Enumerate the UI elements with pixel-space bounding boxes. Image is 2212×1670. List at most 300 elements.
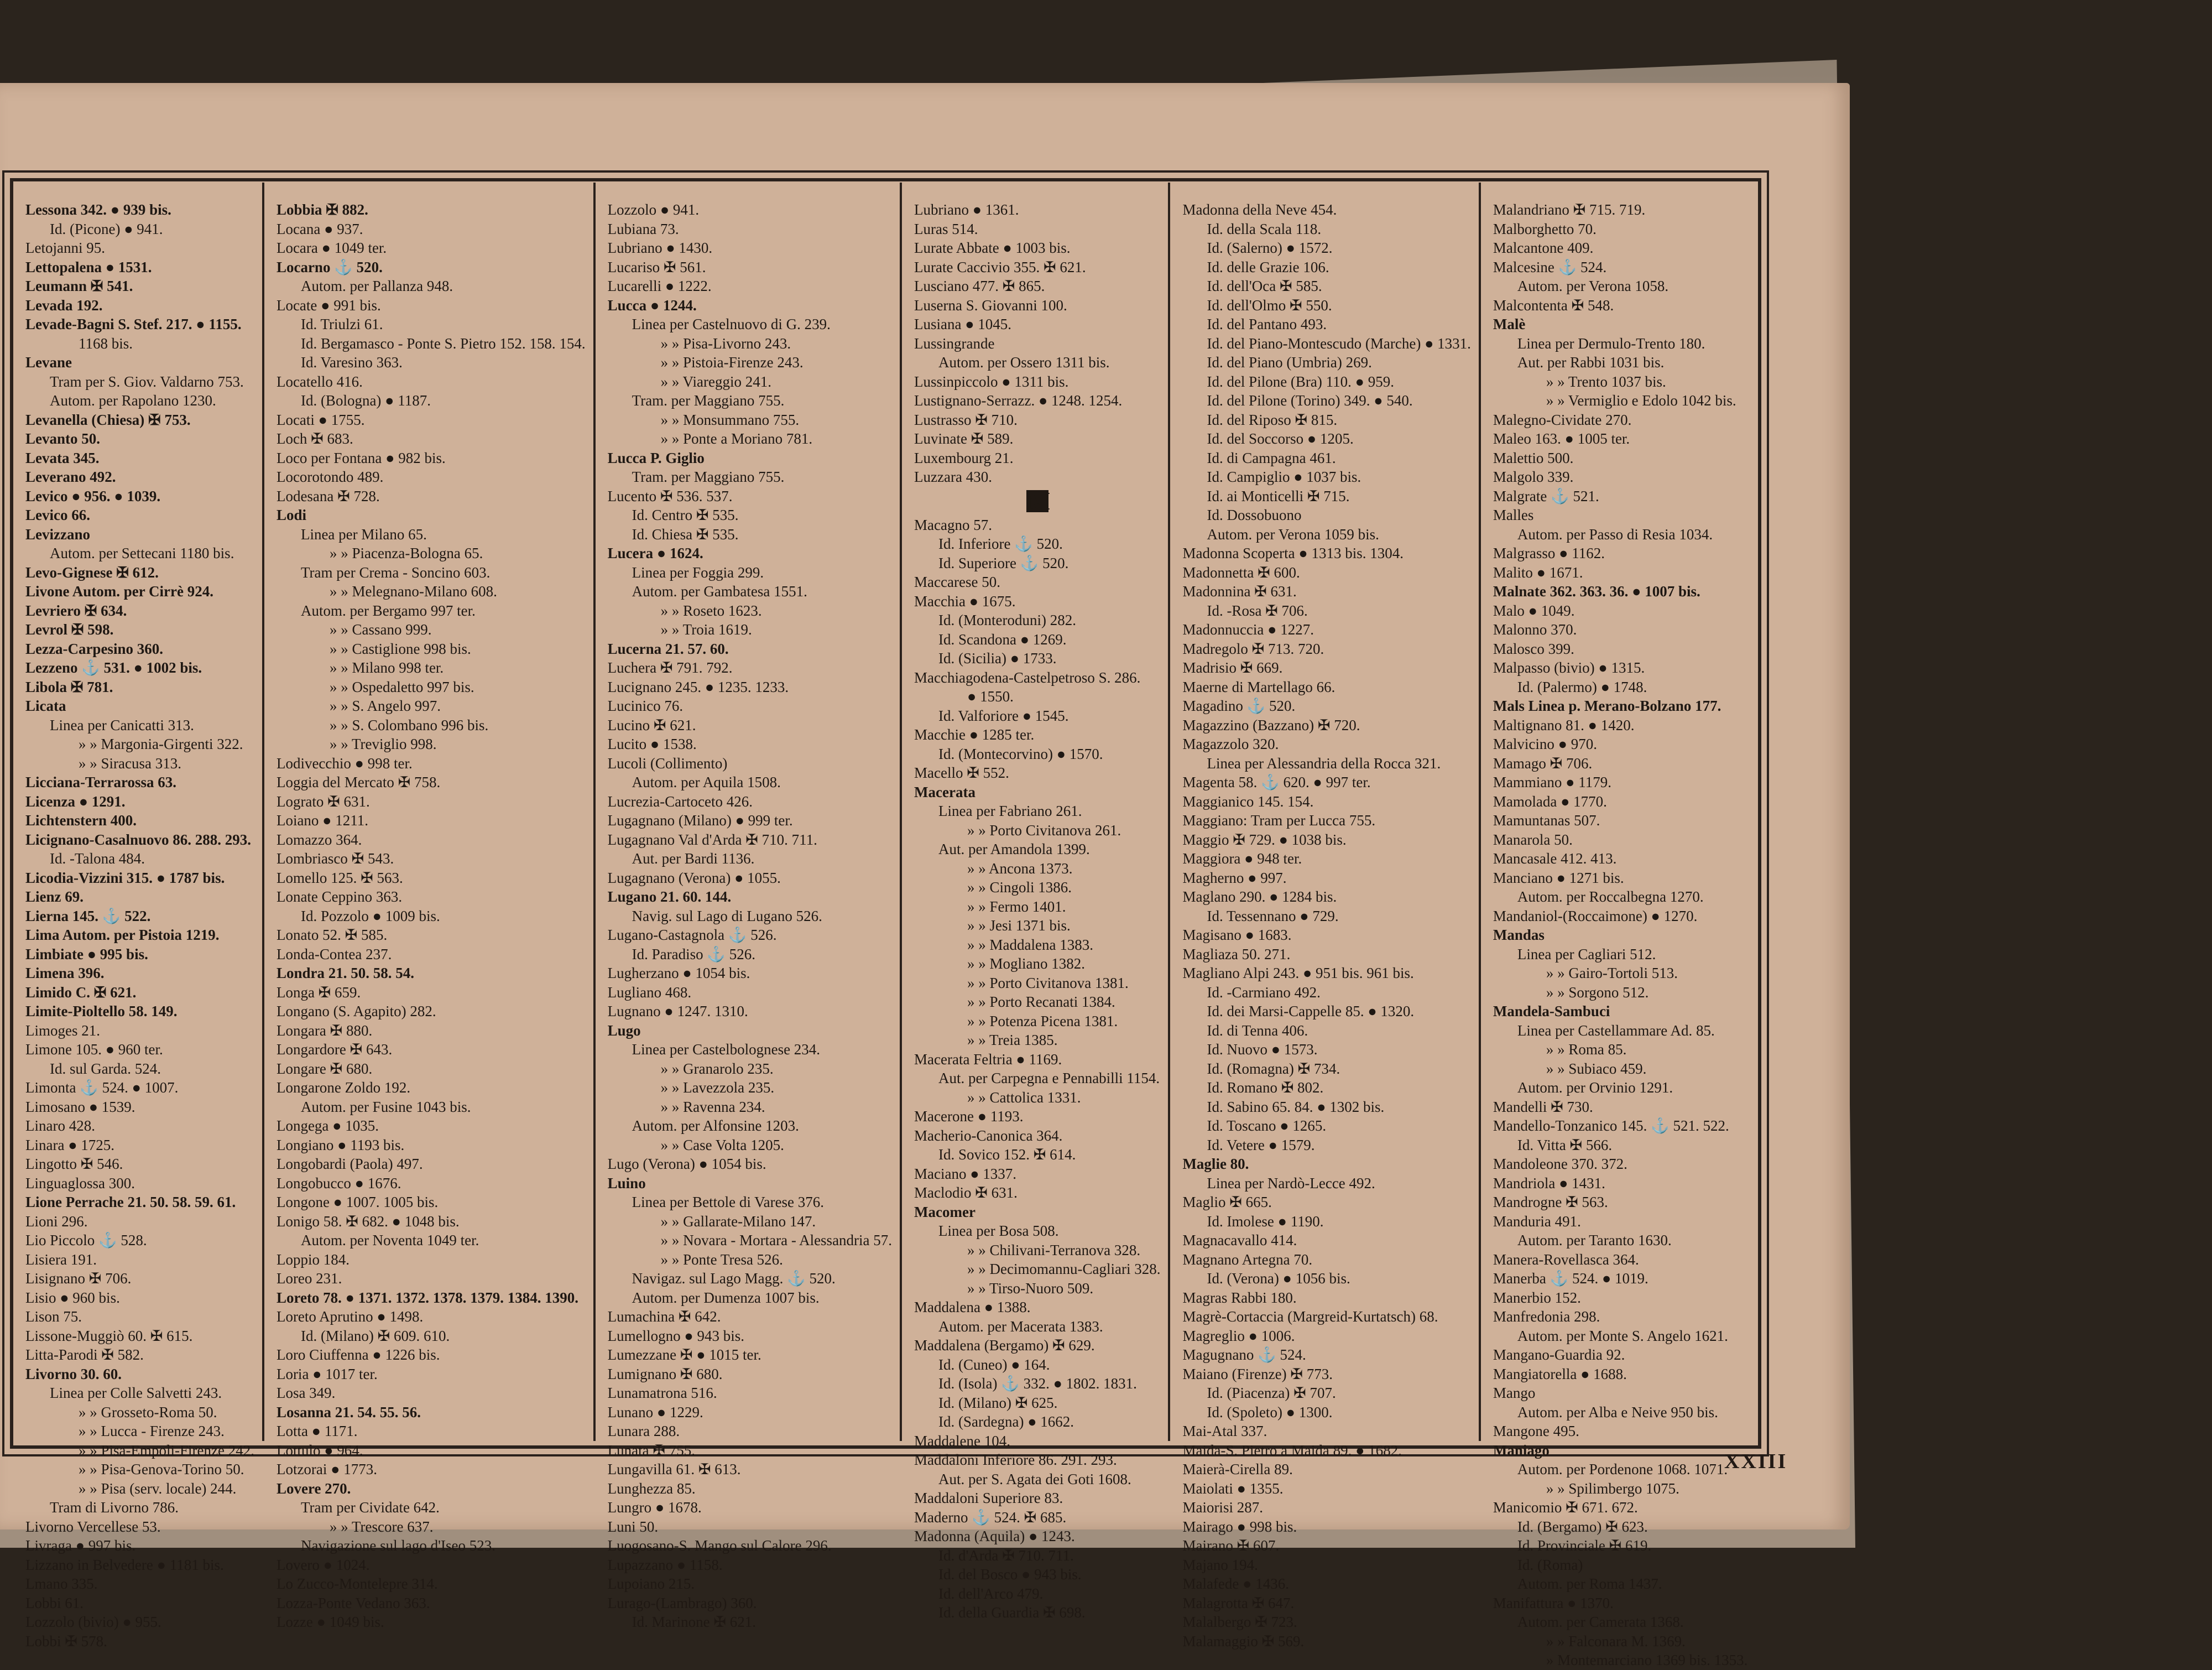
- index-entry: » » Ancona 1373.: [967, 860, 1073, 877]
- index-entry: Id. (Spoleto) ● 1300.: [1207, 1403, 1333, 1421]
- index-entry: Macomer: [914, 1203, 975, 1220]
- index-entry: Lugo (Verona) ● 1054 bis.: [607, 1156, 766, 1172]
- index-entry: Magras Rabbi 180.: [1182, 1289, 1297, 1306]
- index-entry: Linea per Fabriano 261.: [938, 803, 1082, 819]
- index-entry: Id. (Monteroduni) 282.: [938, 612, 1076, 628]
- index-entry: Id. (Verona) ● 1056 bis.: [1207, 1270, 1350, 1287]
- index-entry: » » Milano 998 ter.: [329, 659, 444, 676]
- index-entry: Lucino ✠ 621.: [607, 716, 696, 733]
- index-entry: Id. dell'Olmo ✠ 550.: [1207, 296, 1332, 314]
- index-entry: Magazzolo 320.: [1182, 736, 1279, 752]
- index-entry: Mandoleone 370. 372.: [1493, 1156, 1627, 1172]
- index-entry: » » Spilimbergo 1075.: [1546, 1480, 1679, 1497]
- index-entry: Navig. sul Lago di Lugano 526.: [632, 907, 822, 924]
- index-entry: » » Porto Civitanova 261.: [967, 821, 1121, 839]
- index-entry: Lovere 270.: [276, 1480, 351, 1497]
- index-entry: Mammiano ● 1179.: [1493, 774, 1611, 790]
- index-entry: Maltignano 81. ● 1420.: [1493, 716, 1635, 733]
- index-entry: Malgolo 339.: [1493, 469, 1574, 485]
- index-entry: Maida-S. Pietro a Maida 89. ● 1682.: [1182, 1442, 1402, 1459]
- index-entry: » » Pisa-Genova-Torino 50.: [79, 1461, 244, 1477]
- index-entry: Id. (Montecorvino) ● 1570.: [938, 745, 1103, 762]
- index-entry: Id. Vitta ✠ 566.: [1517, 1136, 1613, 1153]
- index-entry: Lingotto ✠ 546.: [25, 1156, 123, 1172]
- index-entry: Id. ai Monticelli ✠ 715.: [1207, 487, 1350, 504]
- index-entry: Lusiana ● 1045.: [914, 316, 1012, 332]
- index-entry: Lima Autom. per Pistoia 1219.: [25, 927, 220, 943]
- index-entry: Leverano 492.: [25, 469, 116, 485]
- index-entry: Autom. per Roccalbegna 1270.: [1517, 888, 1704, 905]
- index-entry: Madonnetta ✠ 600.: [1182, 564, 1300, 581]
- index-entry: Limoges 21.: [25, 1022, 100, 1039]
- index-entry: Lugherzano ● 1054 bis.: [607, 965, 750, 981]
- index-entry: Id. (Sardegna) ● 1662.: [938, 1413, 1074, 1430]
- index-entry: Mandriola ● 1431.: [1493, 1174, 1605, 1192]
- index-entry: » » Ponte Tresa 526.: [660, 1251, 783, 1268]
- index-entry: Autom. per Alfonsine 1203.: [632, 1117, 799, 1134]
- index-entry: Id. dell'Oca ✠ 585.: [1207, 278, 1322, 294]
- index-entry: Malonno 370.: [1493, 621, 1577, 638]
- index-entry: Id. Romano ✠ 802.: [1207, 1079, 1324, 1096]
- index-entry: Mangiatorella ● 1688.: [1493, 1365, 1627, 1382]
- index-entry: Loreo 231.: [276, 1270, 342, 1287]
- index-entry: Autom. per Ossero 1311 bis.: [938, 354, 1110, 371]
- index-entry: Madonna Scoperta ● 1313 bis. 1304.: [1182, 545, 1404, 561]
- index-entry: Tram. per Maggiano 755.: [632, 469, 785, 485]
- index-entry: Maggiano: Tram per Lucca 755.: [1182, 812, 1376, 829]
- index-entry: Loria ● 1017 ter.: [276, 1365, 378, 1382]
- index-entry: Magadino ⚓ 520.: [1182, 698, 1296, 714]
- index-entry: Id. Campiglio ● 1037 bis.: [1207, 469, 1361, 485]
- index-entry: Luino: [607, 1174, 646, 1192]
- index-entry: Longara ✠ 880.: [276, 1022, 373, 1039]
- index-entry: » » S. Colombano 996 bis.: [329, 716, 489, 733]
- index-entry: Mangone 495.: [1493, 1423, 1579, 1439]
- index-entry: Libola ✠ 781.: [25, 678, 113, 695]
- index-entry: » » Ravenna 234.: [660, 1098, 765, 1115]
- index-entry: Lupazzano ● 1158.: [607, 1556, 723, 1573]
- index-entry: Navigazione sul lago d'Iseo 523.: [300, 1537, 495, 1554]
- index-entry: Macchie ● 1285 ter.: [914, 726, 1035, 743]
- index-entry: Lizzano in Belvedere ● 1181 bis.: [25, 1556, 224, 1573]
- index-entry: Manerbio 152.: [1493, 1289, 1581, 1306]
- index-entry: Autom. per Rapolano 1230.: [50, 392, 216, 409]
- index-entry: Mandas: [1493, 927, 1545, 943]
- index-entry: Linea per Bosa 508.: [938, 1222, 1059, 1239]
- index-column-5: [1168, 183, 1478, 1650]
- index-entry: Macchiagodena-Castelpetroso S. 286.: [914, 669, 1141, 686]
- index-entry: Lugagnano (Verona) ● 1055.: [607, 869, 781, 886]
- index-entry: Autom. per Verona 1059 bis.: [1207, 526, 1379, 543]
- index-entry: » Montemarciano 1369 bis. 1353.: [1546, 1652, 1748, 1668]
- index-entry: Luxembourg 21.: [914, 449, 1014, 466]
- index-entry: Mai-Atal 337.: [1182, 1423, 1267, 1439]
- index-entry: Linaro 428.: [25, 1117, 95, 1134]
- index-entry: Id. Dossobuono: [1207, 507, 1302, 523]
- index-entry: Malafede ● 1436.: [1182, 1575, 1289, 1592]
- index-entry: Id. (Cuneo) ● 164.: [938, 1356, 1050, 1373]
- index-entry: » » Cattolica 1331.: [967, 1089, 1081, 1106]
- index-entry: Lucito ● 1538.: [607, 736, 697, 752]
- index-entry: Autom. per Dumenza 1007 bis.: [632, 1289, 820, 1306]
- index-entry: Lison 75.: [25, 1308, 82, 1325]
- index-entry: Lissone-Muggiò 60. ✠ 615.: [25, 1327, 193, 1344]
- index-entry: Mandelli ✠ 730.: [1493, 1098, 1593, 1115]
- index-entry: Loreto Aprutino ● 1498.: [276, 1308, 424, 1325]
- index-entry: Lotzorai ● 1773.: [276, 1461, 377, 1477]
- index-entry: Aut. per S. Agata dei Goti 1608.: [938, 1470, 1131, 1487]
- index-entry: Magnacavallo 414.: [1182, 1232, 1297, 1248]
- index-entry: Luserna S. Giovanni 100.: [914, 296, 1067, 314]
- index-entry: Lurate Caccivio 355. ✠ 621.: [914, 258, 1086, 275]
- index-entry: Id. (Bergamo) ✠ 623.: [1517, 1518, 1648, 1535]
- index-entry: » » Gairo-Tortoli 513.: [1546, 965, 1678, 981]
- index-entry: Id. (Piacenza) ✠ 707.: [1207, 1385, 1336, 1401]
- index-entry: Lurago-(Lambrago) 360.: [607, 1594, 757, 1611]
- index-entry: Limbiate ● 995 bis.: [25, 945, 148, 963]
- index-entry: Linea per Bettole di Varese 376.: [632, 1194, 825, 1210]
- index-entry: » » Decimomannu-Cagliari 328.: [967, 1261, 1161, 1277]
- index-entry: » » Mogliano 1382.: [967, 955, 1086, 972]
- index-entry: Lumachina ✠ 642.: [607, 1308, 721, 1325]
- index-entry: Id. Inferiore ⚓ 520.: [938, 535, 1063, 552]
- index-entry: Malborghetto 70.: [1493, 220, 1597, 237]
- index-entry: Id. dei Marsi-Cappelle 85. ● 1320.: [1207, 1003, 1415, 1019]
- index-entry: Limena 396.: [25, 965, 105, 981]
- index-entry: Longobardi (Paola) 497.: [276, 1156, 423, 1172]
- index-entry: Id. sul Garda. 524.: [50, 1060, 161, 1077]
- index-entry: Levizzano: [25, 526, 90, 543]
- index-entry: Londra 21. 50. 58. 54.: [276, 965, 414, 981]
- index-entry: » » Gallarate-Milano 147.: [660, 1213, 816, 1230]
- index-entry: Manciano ● 1271 bis.: [1493, 869, 1624, 886]
- index-entry: Livorno 30. 60.: [25, 1365, 122, 1382]
- index-entry: Magrè-Cortaccia (Margreid-Kurtatsch) 68.: [1182, 1308, 1438, 1325]
- index-column-3: [593, 183, 900, 1630]
- index-entry: Id. Triulzi 61.: [300, 316, 383, 332]
- index-entry: Longano (S. Agapito) 282.: [276, 1003, 436, 1019]
- index-entry: Lisiera 191.: [25, 1251, 97, 1268]
- index-entry: » » Grosseto-Roma 50.: [79, 1403, 217, 1421]
- index-entry: » » Pisa-Empoli-Firenze 242.: [79, 1442, 254, 1459]
- index-entry: Magugnano ⚓ 524.: [1182, 1346, 1306, 1363]
- index-entry: » » Novara - Mortara - Alessandria 57.: [660, 1232, 893, 1248]
- index-entry: Lungro ● 1678.: [607, 1499, 702, 1516]
- index-entry: » » Viareggio 241.: [660, 373, 772, 390]
- index-entry: Lunghezza 85.: [607, 1480, 696, 1497]
- index-entry: Loco per Fontana ● 982 bis.: [276, 449, 446, 466]
- index-entry: Lumignano ✠ 680.: [607, 1365, 723, 1382]
- index-entry: Lugo: [607, 1022, 641, 1039]
- index-entry: Longone ● 1007. 1005 bis.: [276, 1194, 439, 1210]
- index-entry: Maglie 80.: [1182, 1156, 1249, 1172]
- index-entry: Lugano-Castagnola ⚓ 526.: [607, 927, 777, 943]
- index-entry: Letojanni 95.: [25, 240, 105, 256]
- index-entry: Longare ✠ 680.: [276, 1060, 373, 1077]
- index-entry: Lienz 69.: [25, 888, 84, 905]
- index-entry: Navigaz. sul Lago Magg. ⚓ 520.: [632, 1270, 836, 1287]
- index-entry: Limosano ● 1539.: [25, 1098, 135, 1115]
- index-entry: Lezza-Carpesino 360.: [25, 640, 163, 657]
- index-entry: Losa 349.: [276, 1385, 336, 1401]
- index-entry: Aut. per Carpegna e Pennabilli 1154.: [938, 1070, 1160, 1086]
- index-entry: Maggianico 145. 154.: [1182, 793, 1314, 810]
- index-entry: Locana ● 937.: [276, 220, 363, 237]
- index-entry: Lottulo ● 964.: [276, 1442, 363, 1459]
- index-entry: Id. del Piano (Umbria) 269.: [1207, 354, 1372, 371]
- index-entry: Longobucco ● 1676.: [276, 1174, 401, 1192]
- index-entry: Lucoli (Collimento): [607, 755, 728, 772]
- index-entry: Linea per Cagliari 512.: [1517, 945, 1656, 963]
- index-entry: Levanto 50.: [25, 430, 100, 447]
- index-entry: Id. di Tenna 406.: [1207, 1022, 1308, 1039]
- index-entry: Luzzara 430.: [914, 469, 992, 485]
- index-entry: Autom. per Bergamo 997 ter.: [300, 602, 476, 619]
- index-entry: Leumann ✠ 541.: [25, 278, 133, 294]
- index-entry: Autom. per Alba e Neive 950 bis.: [1517, 1403, 1718, 1421]
- index-entry: Id. (Roma): [1517, 1556, 1583, 1573]
- index-entry: Autom. per Orvinio 1291.: [1517, 1079, 1673, 1096]
- index-entry: » » Trento 1037 bis.: [1546, 373, 1666, 390]
- index-entry: Lurate Abbate ● 1003 bis.: [914, 240, 1071, 256]
- index-entry: Id. Superiore ⚓ 520.: [938, 554, 1069, 571]
- index-entry: Magenta 58. ⚓ 620. ● 997 ter.: [1182, 774, 1371, 790]
- index-column-1: [13, 183, 262, 1650]
- index-entry: Id. del Piano-Montescudo (Marche) ● 1331.: [1207, 335, 1471, 352]
- index-entry: » » Troia 1619.: [660, 621, 752, 638]
- index-entry: Longardore ✠ 643.: [276, 1041, 393, 1058]
- index-entry: » » Falconara M. 1369.: [1546, 1632, 1686, 1650]
- index-entry: Macerone ● 1193.: [914, 1108, 1024, 1125]
- index-entry: Tram per Crema - Soncino 603.: [300, 564, 491, 581]
- index-entry: Id. -Carmiano 492.: [1207, 984, 1321, 1001]
- index-entry: Madrisio ✠ 669.: [1182, 659, 1283, 676]
- index-entry: Aut. per Bardi 1136.: [632, 850, 755, 867]
- index-entry: Maggio ✠ 729. ● 1038 bis.: [1182, 831, 1347, 848]
- index-column-6: [1479, 183, 1755, 1668]
- index-entry: Maiano (Firenze) ✠ 773.: [1182, 1365, 1333, 1382]
- index-entry: Magliaza 50. 271.: [1182, 945, 1291, 963]
- index-entry: Locati ● 1755.: [276, 411, 365, 428]
- index-entry: Lumezzane ✠ ● 1015 ter.: [607, 1346, 761, 1363]
- index-entry: Lugagnano (Milano) ● 999 ter.: [607, 812, 793, 829]
- index-entry: Autom. per Roma 1437.: [1517, 1575, 1662, 1592]
- index-entry: Tram per Cividate 642.: [300, 1499, 440, 1516]
- index-entry: Lucarelli ● 1222.: [607, 278, 712, 294]
- index-entry: » » Cingoli 1386.: [967, 879, 1072, 896]
- index-entry: Lugagnano Val d'Arda ✠ 710. 711.: [607, 831, 817, 848]
- index-entry: Lichtenstern 400.: [25, 812, 137, 829]
- index-entry: Lucerna 21. 57. 60.: [607, 640, 729, 657]
- index-entry: Levada 192.: [25, 296, 103, 314]
- index-entry: Id. delle Grazie 106.: [1207, 258, 1329, 275]
- index-entry: Malagrotta ✠ 647.: [1182, 1594, 1295, 1611]
- index-entry: Maggiora ● 948 ter.: [1182, 850, 1302, 867]
- index-entry: Lupoiano 215.: [607, 1575, 695, 1592]
- index-entry: Mango: [1493, 1385, 1536, 1401]
- index-entry: Malnate 362. 363. 36. ● 1007 bis.: [1493, 583, 1700, 600]
- index-entry: » » Vermiglio e Edolo 1042 bis.: [1546, 392, 1736, 409]
- index-entry: Longega ● 1035.: [276, 1117, 379, 1134]
- index-entry: ● 1550.: [967, 688, 1014, 705]
- index-entry: Maclodio ✠ 631.: [914, 1184, 1018, 1201]
- index-entry: » » Trescore 637.: [329, 1518, 434, 1535]
- index-entry: » » Maddalena 1383.: [967, 936, 1093, 953]
- index-entry: Id. Vetere ● 1579.: [1207, 1136, 1315, 1153]
- index-entry: Id. Toscano ● 1265.: [1207, 1117, 1327, 1134]
- index-entry: Maglano 290. ● 1284 bis.: [1182, 888, 1337, 905]
- index-entry: Maierà-Cirella 89.: [1182, 1461, 1293, 1477]
- index-entry: Magazzino (Bazzano) ✠ 720.: [1182, 716, 1360, 733]
- index-entry: Id. del Bosco ● 943 bis.: [938, 1566, 1082, 1583]
- index-entry: Levo-Gignese ✠ 612.: [25, 564, 159, 581]
- index-entry: Id. Sovico 152. ✠ 614.: [938, 1146, 1076, 1163]
- section-letter: M: [1026, 486, 1051, 515]
- index-entry: » » Tirso-Nuoro 509.: [967, 1279, 1094, 1297]
- index-entry: Lugliano 468.: [607, 984, 692, 1001]
- index-entry: Linara ● 1725.: [25, 1136, 115, 1153]
- index-entry: Linea per Castelbolognese 234.: [632, 1041, 821, 1058]
- index-entry: Id. (Bologna) ● 1187.: [300, 392, 431, 409]
- index-entry: Lomello 125. ✠ 563.: [276, 869, 403, 886]
- index-entry: Londa-Contea 237.: [276, 945, 392, 963]
- index-entry: Malles: [1493, 507, 1534, 523]
- index-entry: Lomazzo 364.: [276, 831, 362, 848]
- index-entry: » » Ospedaletto 997 bis.: [329, 678, 474, 695]
- index-entry: Maddalena (Bergamo) ✠ 629.: [914, 1337, 1095, 1354]
- index-entry: Malalbergo ✠ 723.: [1182, 1614, 1297, 1630]
- index-entry: Macherio-Canonica 364.: [914, 1127, 1063, 1144]
- index-entry: » » Margonia-Girgenti 322.: [79, 736, 243, 752]
- index-entry: Locate ● 991 bis.: [276, 296, 381, 314]
- index-entry: » » Lavezzola 235.: [660, 1079, 775, 1096]
- index-entry: Id. (Milano) ✠ 609. 610.: [300, 1327, 450, 1344]
- index-entry: Id. Marinone ✠ 621.: [632, 1614, 756, 1630]
- index-entry: Licignano-Casalnuovo 86. 288. 293.: [25, 831, 252, 848]
- index-entry: Malcesine ⚓ 524.: [1493, 258, 1607, 275]
- index-entry: Tram per S. Giov. Valdarno 753.: [50, 373, 244, 390]
- index-entry: Maerne di Martellago 66.: [1182, 678, 1335, 695]
- index-entry: Maderno ⚓ 524. ✠ 685.: [914, 1508, 1067, 1526]
- index-entry: Lungavilla 61. ✠ 613.: [607, 1461, 741, 1477]
- index-entry: Lucca ● 1244.: [607, 296, 697, 314]
- index-entry: Manicomio ✠ 671. 672.: [1493, 1499, 1638, 1516]
- index-entry: » » Case Volta 1205.: [660, 1136, 784, 1153]
- index-entry: Id. di Campagna 461.: [1207, 449, 1336, 466]
- index-entry: Autom. per Pordenone 1068. 1071.: [1517, 1461, 1728, 1477]
- index-entry: Loreto 78. ● 1371. 1372. 1378. 1379. 1384. 1390.: [276, 1289, 578, 1306]
- index-entry: Lugnano ● 1247. 1310.: [607, 1003, 748, 1019]
- index-entry: Linea per Castellammare Ad. 85.: [1517, 1022, 1715, 1039]
- index-entry: Lucrezia-Cartoceto 426.: [607, 793, 753, 810]
- index-entry: Majano 194.: [1182, 1556, 1258, 1573]
- index-entry: Mals Linea p. Merano-Bolzano 177.: [1493, 698, 1721, 714]
- index-entry: Mandaniol-(Roccaimone) ● 1270.: [1493, 907, 1698, 924]
- index-entry: Lodesana ✠ 728.: [276, 487, 380, 504]
- index-entry: Levriero ✠ 634.: [25, 602, 127, 619]
- index-entry: Lozza-Ponte Vedano 363.: [276, 1594, 430, 1611]
- index-entry: Id. del Soccorso ● 1205.: [1207, 430, 1354, 447]
- index-entry: Levata 345.: [25, 449, 100, 466]
- index-entry: » » Jesi 1371 bis.: [967, 917, 1071, 934]
- index-entry: Id. Paradiso ⚓ 526.: [632, 945, 755, 963]
- index-entry: Lugano 21. 60. 144.: [607, 888, 732, 905]
- index-entry: Lunano ● 1229.: [607, 1403, 703, 1421]
- index-entry: Tram. per Maggiano 755.: [632, 392, 785, 409]
- index-entry: Lustrasso ✠ 710.: [914, 411, 1018, 428]
- index-entry: » » Roma 85.: [1546, 1041, 1627, 1058]
- index-entry: » » Chilivani-Terranova 328.: [967, 1241, 1141, 1258]
- index-entry: Lisignano ✠ 706.: [25, 1270, 132, 1287]
- index-entry: Loiano ● 1211.: [276, 812, 368, 829]
- index-entry: Mandela-Sambuci: [1493, 1003, 1610, 1019]
- index-entry: Madonnuccia ● 1227.: [1182, 621, 1314, 638]
- index-entry: Livorno Vercellese 53.: [25, 1518, 161, 1535]
- index-entry: Autom. per Macerata 1383.: [938, 1318, 1103, 1335]
- index-entry: Lozze ● 1049 bis.: [276, 1614, 384, 1630]
- index-entry: Lucariso ✠ 561.: [607, 258, 706, 275]
- index-entry: Longiano ● 1193 bis.: [276, 1136, 405, 1153]
- page-number: XXIII: [1724, 1450, 1788, 1473]
- index-entry: Lonate Ceppino 363.: [276, 888, 403, 905]
- index-entry: Id. Nuovo ● 1573.: [1207, 1041, 1318, 1058]
- index-entry: Lisio ● 960 bis.: [25, 1289, 120, 1306]
- index-entry: Manerba ⚓ 524. ● 1019.: [1493, 1270, 1648, 1287]
- index-entry: Maglio ✠ 665.: [1182, 1194, 1272, 1210]
- index-entry: Lotta ● 1171.: [276, 1423, 358, 1439]
- index-entry: Levade-Bagni S. Stef. 217. ● 1155.: [25, 316, 242, 332]
- index-entry: » » Porto Recanati 1384.: [967, 993, 1115, 1010]
- index-entry: Luras 514.: [914, 220, 978, 237]
- index-entry: Lessona 342. ● 939 bis.: [25, 201, 171, 218]
- index-entry: Malito ● 1671.: [1493, 564, 1583, 581]
- index-entry: Lobbi ✠ 578.: [25, 1632, 107, 1650]
- index-entry: Malo ● 1049.: [1493, 602, 1575, 619]
- index-entry: Lozzolo (bivio) ● 955.: [25, 1614, 161, 1630]
- index-entry: Lodivecchio ● 998 ter.: [276, 755, 413, 772]
- index-entry: Lonigo 58. ✠ 682. ● 1048 bis.: [276, 1213, 460, 1230]
- index-entry: Madonna (Aquila) ● 1243.: [914, 1528, 1075, 1544]
- index-entry: » » Siracusa 313.: [79, 755, 181, 772]
- index-entry: Lovero ● 1024.: [276, 1556, 370, 1573]
- index-entry: Malè: [1493, 316, 1526, 332]
- index-entry: Autom. per Fusine 1043 bis.: [300, 1098, 471, 1115]
- index-entry: Id. della Scala 118.: [1207, 220, 1322, 237]
- index-entry: Linea per Colle Salvetti 243.: [50, 1385, 222, 1401]
- index-entry: Maccarese 50.: [914, 574, 1000, 590]
- index-entry: Id. d'Arda ✠ 710. 711.: [938, 1547, 1074, 1564]
- index-entry: Autom. per Settecani 1180 bis.: [50, 545, 234, 561]
- index-entry: Limite-Pioltello 58. 149.: [25, 1003, 178, 1019]
- index-entry: Linea per Dermulo-Trento 180.: [1517, 335, 1705, 352]
- index-entry: » » Lucca - Firenze 243.: [79, 1423, 225, 1439]
- index-entry: Maddalena ● 1388.: [914, 1299, 1031, 1315]
- index-entry: 1168 bis.: [79, 335, 133, 352]
- index-entry: Id. (Isola) ⚓ 332. ● 1802. 1831.: [938, 1375, 1137, 1392]
- index-entry: Lozzolo ● 941.: [607, 201, 700, 218]
- index-entry: Luni 50.: [607, 1518, 659, 1535]
- index-entry: Linguaglossa 300.: [25, 1174, 135, 1192]
- index-entry: Autom. per Passo di Resia 1034.: [1517, 526, 1713, 543]
- index-entry: Licodia-Vizzini 315. ● 1787 bis.: [25, 869, 225, 886]
- index-entry: Magreglio ● 1006.: [1182, 1327, 1295, 1344]
- index-entry: Levanella (Chiesa) ✠ 753.: [25, 411, 191, 428]
- index-entry: Id. -Talona 484.: [50, 850, 145, 867]
- index-entry: » » Piacenza-Bologna 65.: [329, 545, 483, 561]
- index-entry: » » Melegnano-Milano 608.: [329, 583, 497, 600]
- index-entry: Longarone Zoldo 192.: [276, 1079, 411, 1096]
- index-entry: » » S. Angelo 997.: [329, 698, 441, 714]
